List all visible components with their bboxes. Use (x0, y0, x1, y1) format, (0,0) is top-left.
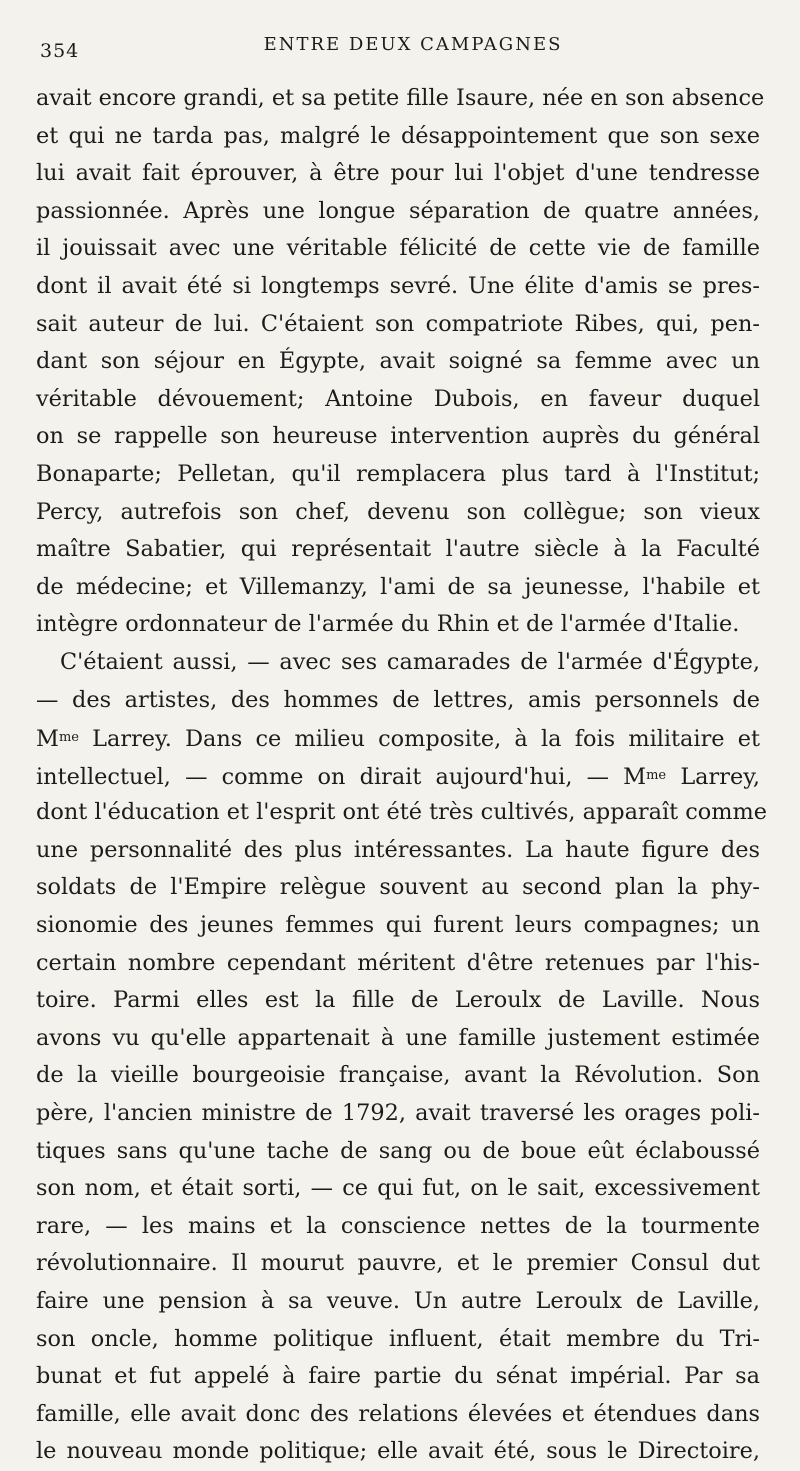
page-number: 354 (40, 40, 80, 62)
text-segment: Larrey. Dans ce milieu composite, à la fois militaire et (78, 726, 760, 753)
text-line: on se rappelle son heureuse intervention auprès du général (36, 423, 760, 450)
text-line: intègre ordonnateur de l'armée du Rhin et de l'armée d'Italie. (36, 611, 740, 638)
text-line: dant son séjour en Égypte, avait soigné sa femme avec un (36, 348, 760, 375)
text-line: une personnalité des plus intéressantes. La haute figure des (36, 836, 760, 863)
abbreviation-superscript: me (646, 767, 667, 783)
text-line: — des artistes, des hommes de lettres, amis personnels de (36, 686, 760, 713)
text-line (36, 757, 760, 795)
text-line: sionomie des jeunes femmes qui furent leurs compagnes; un (36, 912, 760, 939)
text-line: son oncle, homme politique influent, était membre du Tri- (36, 1325, 760, 1352)
abbreviation: M (36, 726, 59, 753)
body-text (36, 80, 767, 1471)
text-line: famille, elle avait donc des relations élevées et étendues dans (36, 1400, 760, 1427)
text-line: son nom, et était sorti, — ce qui fut, on le sait, excessivement (36, 1175, 760, 1202)
text-line: tiques sans qu'une tache de sang ou de boue eût éclaboussé (36, 1137, 760, 1164)
text-line: le nouveau monde politique; elle avait été, sous le Directoire, (36, 1438, 760, 1465)
text-line: sait auteur de lui. C'étaient son compatriote Ribes, qui, pen- (36, 310, 760, 337)
text-line: révolutionnaire. Il mourut pauvre, et le premier Consul dut (36, 1250, 760, 1277)
text-segment: Larrey, (666, 763, 760, 790)
text-line: passionnée. Après une longue séparation de quatre années, (36, 197, 760, 224)
text-line: il jouissait avec une véritable félicité de cette vie de famille (36, 235, 760, 262)
text-line: faire une pension à sa veuve. Un autre Leroulx de Laville, (36, 1288, 760, 1314)
text-line: avait encore grandi, et sa petite fille Isaure, née en son absence (36, 85, 765, 111)
text-line: bunat et fut appelé à faire partie du sénat impérial. Par sa (36, 1363, 760, 1390)
paragraph-2 (36, 644, 767, 1471)
running-header (36, 0, 760, 80)
text-line: maître Sabatier, qui représentait l'autre siècle à la Faculté (36, 536, 760, 563)
text-line (36, 719, 760, 757)
running-title: ENTRE DEUX CAMPAGNES (263, 34, 563, 55)
text-line: de la vieille bourgeoisie française, avant la Révolution. Son (36, 1062, 760, 1089)
text-line: certain nombre cependant méritent d'être retenues par l'his- (36, 949, 760, 976)
text-line: C'étaient aussi, — avec ses camarades de l'armée d'Égypte, (60, 648, 760, 675)
text-line: dont l'éducation et l'esprit ont été très cultivés, apparaît comme (36, 799, 767, 826)
text-line: dont il avait été si longtemps sevré. Une élite d'amis se pres- (36, 272, 760, 299)
text-line: de médecine; et Villemanzy, l'ami de sa jeunesse, l'habile et (36, 573, 760, 600)
text-line: soldats de l'Empire relègue souvent au second plan la phy- (36, 874, 760, 901)
text-line: lui avait fait éprouver, à être pour lui l'objet d'une tendresse (36, 160, 760, 187)
paragraph-1 (36, 80, 765, 644)
text-line: rare, — les mains et la conscience nettes de la tourmente (36, 1212, 760, 1239)
text-line: Bonaparte; Pelletan, qu'il remplacera plus tard à l'Institut; (36, 460, 760, 487)
text-segment: intellectuel, — comme on dirait aujourd'hui, — M (36, 763, 647, 790)
text-line: Percy, autrefois son chef, devenu son collègue; son vieux (36, 498, 760, 525)
text-line: et qui ne tarda pas, malgré le désappointement que son sexe (36, 122, 760, 149)
abbreviation-superscript: me (58, 730, 79, 746)
text-line: toire. Parmi elles est la fille de Leroulx de Laville. Nous (36, 987, 760, 1014)
text-line: véritable dévouement; Antoine Dubois, en faveur duquel (36, 385, 760, 412)
text-line: avons vu qu'elle appartenait à une famille justement estimée (36, 1024, 760, 1051)
text-line: père, l'ancien ministre de 1792, avait traversé les orages poli- (36, 1100, 760, 1127)
